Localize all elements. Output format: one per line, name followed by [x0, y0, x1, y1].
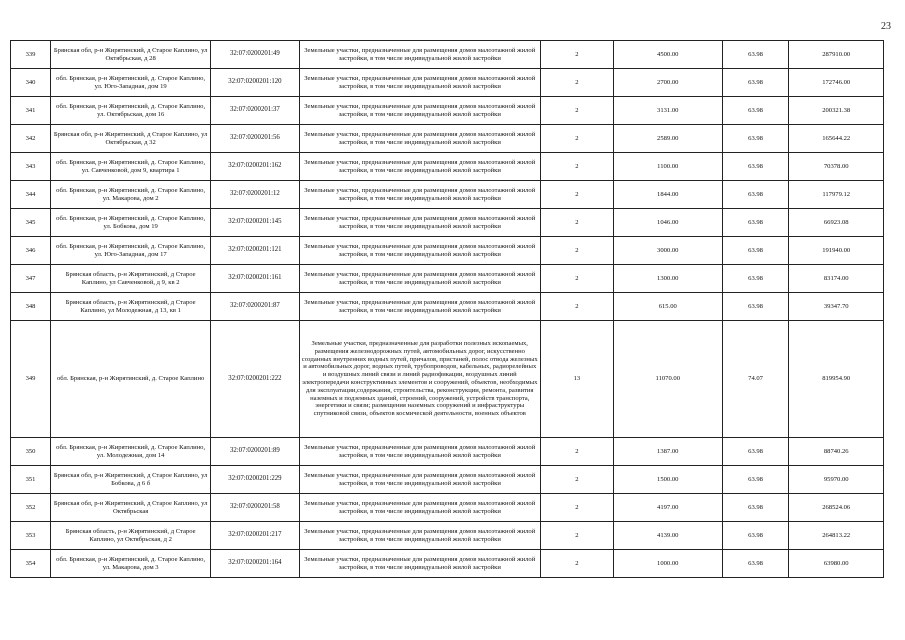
cadastral-number: 32:07:0200201:162: [211, 153, 299, 181]
specific-cadastral-value: 63.98: [722, 209, 789, 237]
row-number: 339: [11, 41, 51, 69]
cadastral-value: 287910.00: [789, 41, 884, 69]
land-area: 1046.00: [613, 209, 722, 237]
cadastral-number: 32:07:0200201:161: [211, 265, 299, 293]
specific-cadastral-value: 63.98: [722, 550, 789, 578]
land-use-category: Земельные участки, предназначенные для размещения домов малоэтажной жилой застройки, в том числе индивидуальной жилой застройки: [299, 153, 540, 181]
land-use-category: Земельные участки, предназначенные для размещения домов малоэтажной жилой застройки, в том числе индивидуальной жилой застройки: [299, 438, 540, 466]
land-area: 2589.00: [613, 125, 722, 153]
land-use-category: Земельные участки, предназначенные для размещения домов малоэтажной жилой застройки, в том числе индивидуальной жилой застройки: [299, 209, 540, 237]
cadastral-value: 191940.00: [789, 237, 884, 265]
row-number: 354: [11, 550, 51, 578]
row-number: 350: [11, 438, 51, 466]
use-group: 2: [540, 181, 613, 209]
address-cell: Брянская обл, р-н Жирятинский, д Старое Каплино, ул Октябрьская, д 32: [51, 125, 211, 153]
row-number: 346: [11, 237, 51, 265]
row-number: 340: [11, 69, 51, 97]
use-group: 2: [540, 522, 613, 550]
cadastral-value: 83174.00: [789, 265, 884, 293]
land-use-category: Земельные участки, предназначенные для разработки полезных ископаемых, размещения железнодорожных путей, автомобильных дорог, искусственно созданных внутренних водных путей, причалов, пристаней, полос отвода железных и автомобильных дорог, водных путей, трубопроводов, кабельных, радиорелейных и воздушных линий связи и линий радиофикации, воздушных линий электропередачи конструктивных элементов и сооружений, объектов, необходимых для эксплуатации,содержания, строительства, реконструкции, ремонта, развития наземных и подземных зданий, строений, сооружений, устройств транспорта, энергетики и связи; размещения наземных сооружений и инфраструктуры спутниковой связи, объектов космической деятельности, военных объектов: [299, 321, 540, 438]
specific-cadastral-value: 63.98: [722, 237, 789, 265]
specific-cadastral-value: 63.98: [722, 153, 789, 181]
address-cell: Брянская обл, р-н Жирятинский, д Старое Каплино, ул Бобкова, д 6 б: [51, 466, 211, 494]
cadastral-value: 172746.00: [789, 69, 884, 97]
address-cell: Брянская обл, р-н Жирятинский, д Старое Каплино, ул Октябрьская, д 28: [51, 41, 211, 69]
specific-cadastral-value: 63.98: [722, 69, 789, 97]
use-group: 2: [540, 97, 613, 125]
use-group: 2: [540, 265, 613, 293]
row-number: 349: [11, 321, 51, 438]
land-use-category: Земельные участки, предназначенные для размещения домов малоэтажной жилой застройки, в том числе индивидуальной жилой застройки: [299, 41, 540, 69]
address-cell: обл. Брянская, р-н Жирятинский, д. Старое Каплино, ул. Юго-Западная, дом 17: [51, 237, 211, 265]
use-group: 13: [540, 321, 613, 438]
table-row: [11, 237, 884, 265]
cadastral-number: 32:07:0200201:58: [211, 494, 299, 522]
land-area: 11070.00: [613, 321, 722, 438]
land-registry-table: [10, 40, 884, 578]
table-row: [11, 69, 884, 97]
address-cell: Брянская область, р-н Жирятинский, д Старое Каплино, ул Савченковой, д 9, кв 2: [51, 265, 211, 293]
table-row: [11, 438, 884, 466]
table-body: [11, 41, 884, 578]
cadastral-number: 32:07:0200201:121: [211, 237, 299, 265]
cadastral-number: 32:07:0200201:87: [211, 293, 299, 321]
land-use-category: Земельные участки, предназначенные для размещения домов малоэтажной жилой застройки, в том числе индивидуальной жилой застройки: [299, 293, 540, 321]
cadastral-value: 63980.00: [789, 550, 884, 578]
land-area: 4197.00: [613, 494, 722, 522]
cadastral-value: 88740.26: [789, 438, 884, 466]
address-cell: обл. Брянская, р-н Жирятинский, д. Старое Каплино, ул. Юго-Западная, дом 19: [51, 69, 211, 97]
cadastral-value: 165644.22: [789, 125, 884, 153]
address-cell: Брянская область, р-н Жирятинский, д Старое Каплино, ул Октябрьская, д 2: [51, 522, 211, 550]
land-area: 1387.00: [613, 438, 722, 466]
table-row: [11, 97, 884, 125]
land-area: 1100.00: [613, 153, 722, 181]
use-group: 2: [540, 209, 613, 237]
cadastral-number: 32:07:0200201:12: [211, 181, 299, 209]
land-use-category: Земельные участки, предназначенные для размещения домов малоэтажной жилой застройки, в том числе индивидуальной жилой застройки: [299, 125, 540, 153]
specific-cadastral-value: 63.98: [722, 293, 789, 321]
address-cell: обл. Брянская, р-н Жирятинский, д. Старое Каплино: [51, 321, 211, 438]
row-number: 342: [11, 125, 51, 153]
use-group: 2: [540, 438, 613, 466]
address-cell: обл. Брянская, р-н Жирятинский, д. Старое Каплино, ул. Макарова, дом 2: [51, 181, 211, 209]
cadastral-value: 95970.00: [789, 466, 884, 494]
use-group: 2: [540, 41, 613, 69]
table-row: [11, 153, 884, 181]
cadastral-number: 32:07:0200201:164: [211, 550, 299, 578]
specific-cadastral-value: 63.98: [722, 97, 789, 125]
cadastral-value: 70378.00: [789, 153, 884, 181]
row-number: 348: [11, 293, 51, 321]
row-number: 343: [11, 153, 51, 181]
land-area: 1300.00: [613, 265, 722, 293]
land-use-category: Земельные участки, предназначенные для размещения домов малоэтажной жилой застройки, в том числе индивидуальной жилой застройки: [299, 522, 540, 550]
table-row: [11, 494, 884, 522]
table-row: [11, 466, 884, 494]
specific-cadastral-value: 63.98: [722, 41, 789, 69]
use-group: 2: [540, 237, 613, 265]
land-area: 1000.00: [613, 550, 722, 578]
address-cell: обл. Брянская, р-н Жирятинский, д. Старое Каплино, ул. Макарова, дом 3: [51, 550, 211, 578]
address-cell: обл. Брянская, р-н Жирятинский, д. Старое Каплино, ул. Молодежная, дом 14: [51, 438, 211, 466]
address-cell: Брянская область, р-н Жирятинский, д Старое Каплино, ул Молодежная, д 13, кв 1: [51, 293, 211, 321]
address-cell: обл. Брянская, р-н Жирятинский, д. Старое Каплино, ул. Савченковой, дом 9, квартира 1: [51, 153, 211, 181]
row-number: 352: [11, 494, 51, 522]
specific-cadastral-value: 63.98: [722, 522, 789, 550]
land-use-category: Земельные участки, предназначенные для размещения домов малоэтажной жилой застройки, в том числе индивидуальной жилой застройки: [299, 494, 540, 522]
land-area: 2700.00: [613, 69, 722, 97]
use-group: 2: [540, 153, 613, 181]
table-row: [11, 293, 884, 321]
cadastral-value: 268524.06: [789, 494, 884, 522]
table-row: [11, 209, 884, 237]
cadastral-value: 819954.90: [789, 321, 884, 438]
specific-cadastral-value: 63.98: [722, 466, 789, 494]
land-area: 3000.00: [613, 237, 722, 265]
use-group: 2: [540, 125, 613, 153]
specific-cadastral-value: 63.98: [722, 125, 789, 153]
use-group: 2: [540, 466, 613, 494]
cadastral-number: 32:07:0200201:37: [211, 97, 299, 125]
specific-cadastral-value: 63.98: [722, 494, 789, 522]
land-use-category: Земельные участки, предназначенные для размещения домов малоэтажной жилой застройки, в том числе индивидуальной жилой застройки: [299, 265, 540, 293]
table-row: [11, 181, 884, 209]
cadastral-value: 264813.22: [789, 522, 884, 550]
row-number: 351: [11, 466, 51, 494]
cadastral-number: 32:07:0200201:56: [211, 125, 299, 153]
cadastral-number: 32:07:0200201:49: [211, 41, 299, 69]
cadastral-number: 32:07:0200201:217: [211, 522, 299, 550]
cadastral-number: 32:07:0200201:89: [211, 438, 299, 466]
land-area: 4139.00: [613, 522, 722, 550]
land-use-category: Земельные участки, предназначенные для размещения домов малоэтажной жилой застройки, в том числе индивидуальной жилой застройки: [299, 97, 540, 125]
specific-cadastral-value: 63.98: [722, 181, 789, 209]
page-number: 23: [881, 21, 891, 32]
table-row: [11, 321, 884, 438]
land-use-category: Земельные участки, предназначенные для размещения домов малоэтажной жилой застройки, в том числе индивидуальной жилой застройки: [299, 237, 540, 265]
land-area: 3131.00: [613, 97, 722, 125]
land-use-category: Земельные участки, предназначенные для размещения домов малоэтажной жилой застройки, в том числе индивидуальной жилой застройки: [299, 466, 540, 494]
address-cell: Брянская обл, р-н Жирятинский, д Старое Каплино, ул Октябрьская: [51, 494, 211, 522]
row-number: 344: [11, 181, 51, 209]
cadastral-number: 32:07:0200201:145: [211, 209, 299, 237]
row-number: 353: [11, 522, 51, 550]
cadastral-value: 200321.38: [789, 97, 884, 125]
land-area: 1844.00: [613, 181, 722, 209]
land-area: 615.00: [613, 293, 722, 321]
land-area: 4500.00: [613, 41, 722, 69]
table-row: [11, 522, 884, 550]
cadastral-number: 32:07:0200201:229: [211, 466, 299, 494]
specific-cadastral-value: 74.07: [722, 321, 789, 438]
cadastral-value: 39347.70: [789, 293, 884, 321]
specific-cadastral-value: 63.98: [722, 265, 789, 293]
specific-cadastral-value: 63.98: [722, 438, 789, 466]
land-use-category: Земельные участки, предназначенные для размещения домов малоэтажной жилой застройки, в том числе индивидуальной жилой застройки: [299, 69, 540, 97]
use-group: 2: [540, 293, 613, 321]
table-row: [11, 265, 884, 293]
cadastral-number: 32:07:0200201:120: [211, 69, 299, 97]
address-cell: обл. Брянская, р-н Жирятинский, д. Старое Каплино, ул. Бобкова, дом 19: [51, 209, 211, 237]
land-use-category: Земельные участки, предназначенные для размещения домов малоэтажной жилой застройки, в том числе индивидуальной жилой застройки: [299, 181, 540, 209]
cadastral-value: 66923.08: [789, 209, 884, 237]
row-number: 341: [11, 97, 51, 125]
land-use-category: Земельные участки, предназначенные для размещения домов малоэтажной жилой застройки, в том числе индивидуальной жилой застройки: [299, 550, 540, 578]
land-area: 1500.00: [613, 466, 722, 494]
cadastral-number: 32:07:0200201:222: [211, 321, 299, 438]
table-row: [11, 125, 884, 153]
cadastral-value: 117979.12: [789, 181, 884, 209]
row-number: 345: [11, 209, 51, 237]
row-number: 347: [11, 265, 51, 293]
use-group: 2: [540, 494, 613, 522]
table-row: [11, 41, 884, 69]
table-row: [11, 550, 884, 578]
address-cell: обл. Брянская, р-н Жирятинский, д. Старое Каплино, ул. Октябрьская, дом 16: [51, 97, 211, 125]
use-group: 2: [540, 550, 613, 578]
use-group: 2: [540, 69, 613, 97]
